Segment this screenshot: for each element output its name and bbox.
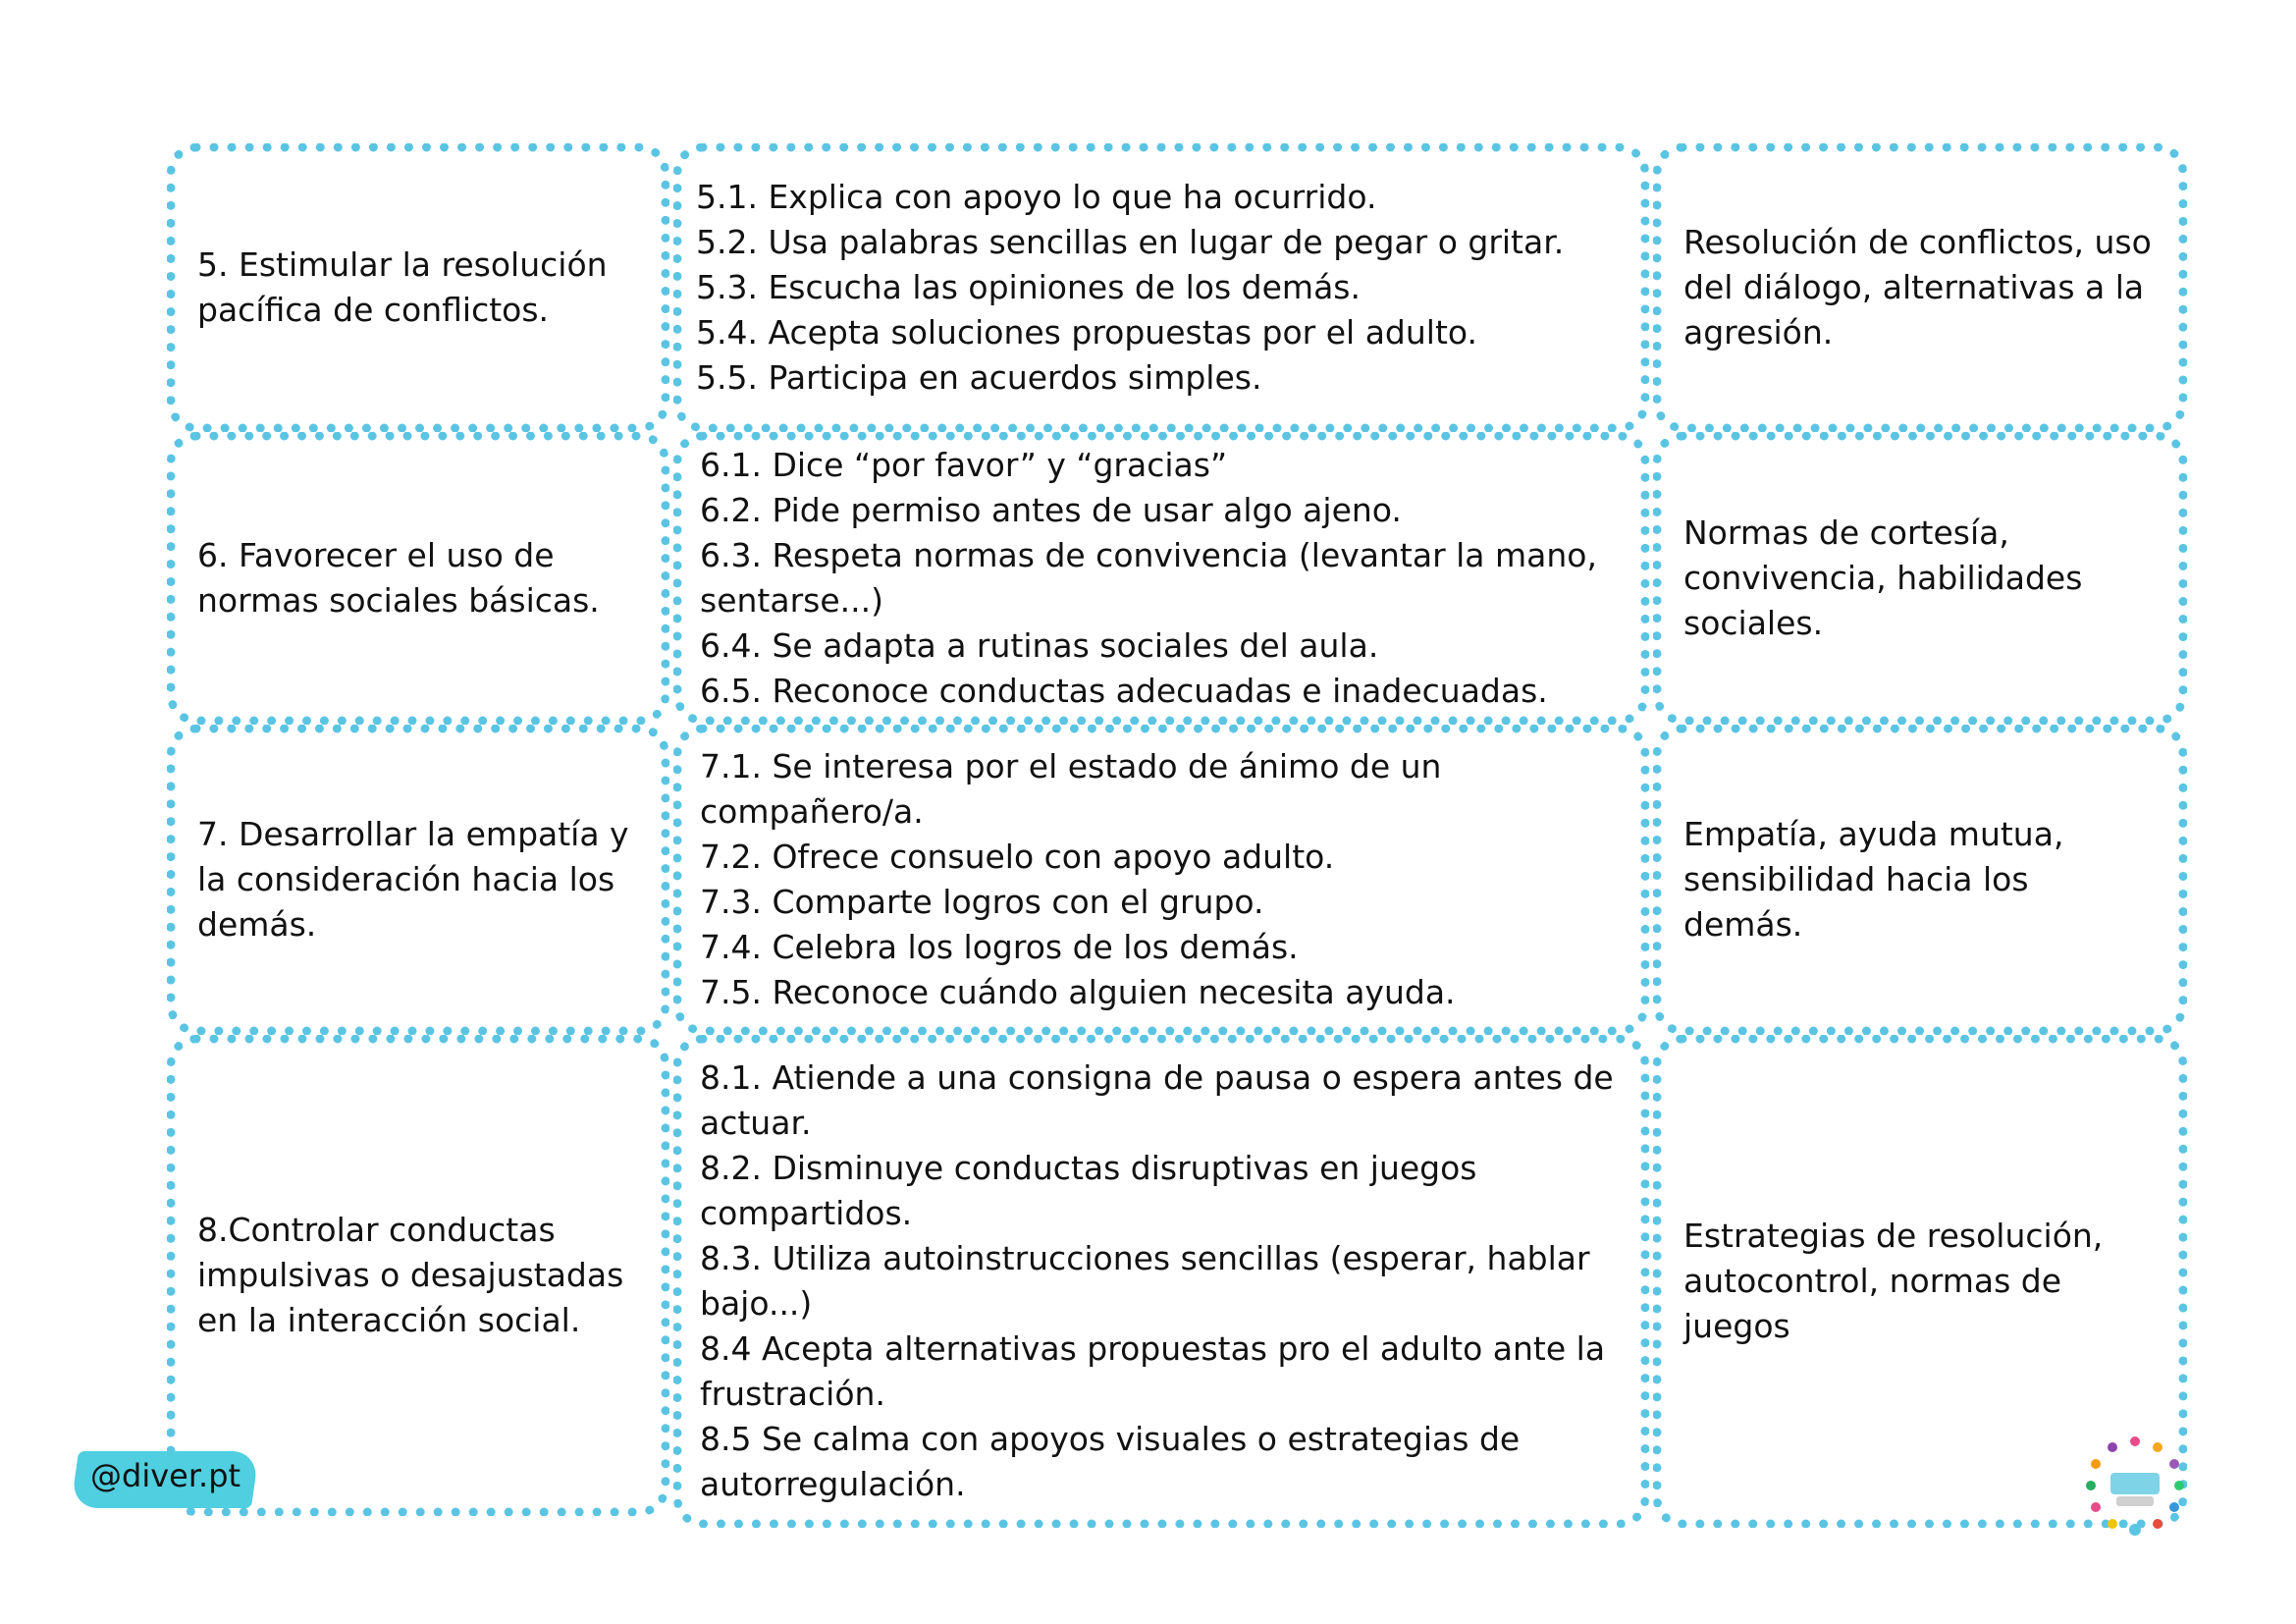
content-text: Empatía, ayuda mutua, sensibilidad hacia los demás. xyxy=(1683,815,2064,944)
objective-cell-5 xyxy=(167,143,669,432)
objective-cell-8 xyxy=(167,1035,669,1516)
criteria-cell-6 xyxy=(673,432,1649,725)
criterion: 6.1. Dice “por favor” y “gracias” xyxy=(700,446,1228,484)
objective-text: 7. Desarrollar la empatía y la consideración hacia los demás. xyxy=(197,815,629,944)
criterion: 8.3. Utiliza autoinstrucciones sencillas (esperar, hablar bajo...) xyxy=(700,1239,1590,1323)
criterion: 7.5. Reconoce cuándo alguien necesita ayuda. xyxy=(700,973,1456,1011)
objective-cell-6 xyxy=(167,432,669,725)
content-cell-5 xyxy=(1653,143,2187,432)
criterion: 5.1. Explica con apoyo lo que ha ocurrido. xyxy=(696,178,1377,216)
criterion: 7.3. Comparte logros con el grupo. xyxy=(700,883,1264,921)
criterion: 5.5. Participa en acuerdos simples. xyxy=(696,358,1262,397)
objective-text: 5. Estimular la resolución pacífica de conflictos. xyxy=(197,245,608,329)
criteria-cell-8 xyxy=(673,1035,1649,1528)
criterion: 6.3. Respeta normas de convivencia (levantar la mano, sentarse...) xyxy=(700,536,1597,620)
criteria-cell-7 xyxy=(673,725,1649,1035)
criterion: 8.2. Disminuye conductas disruptivas en juegos compartidos. xyxy=(700,1149,1477,1232)
criterion: 5.2. Usa palabras sencillas en lugar de pegar o gritar. xyxy=(696,223,1565,261)
criterion: 7.1. Se interesa por el estado de ánimo de un compañero/a. xyxy=(700,747,1442,831)
content-cell-6 xyxy=(1653,432,2187,725)
criteria-cell-5 xyxy=(673,143,1649,432)
content-text: Resolución de conflictos, uso del diálogo, alternativas a la agresión. xyxy=(1683,223,2152,352)
objective-cell-7 xyxy=(167,725,669,1035)
criterion: 6.4. Se adapta a rutinas sociales del aula. xyxy=(700,626,1379,665)
criterion: 7.4. Celebra los logros de los demás. xyxy=(700,928,1299,966)
criterion: 6.5. Reconoce conductas adecuadas e inadecuadas. xyxy=(700,672,1548,710)
criterion: 8.1. Atiende a una consigna de pausa o espera antes de actuar. xyxy=(700,1058,1614,1142)
brand-handle: @diver.pt xyxy=(90,1457,241,1494)
criterion: 8.5 Se calma con apoyos visuales o estrategias de autorregulación. xyxy=(700,1420,1521,1503)
content-cell-7 xyxy=(1653,725,2187,1035)
content-text: Estrategias de resolución, autocontrol, normas de juegos xyxy=(1683,1217,2104,1345)
objective-text: 8.Controlar conductas impulsivas o desajustadas en la interacción social. xyxy=(197,1211,624,1339)
logo-icon xyxy=(2081,1432,2189,1540)
criterion: 6.2. Pide permiso antes de usar algo ajeno. xyxy=(700,491,1402,529)
criterion: 5.4. Acepta soluciones propuestas por el adulto. xyxy=(696,313,1477,352)
criterion: 7.2. Ofrece consuelo con apoyo adulto. xyxy=(700,838,1335,876)
criterion: 8.4 Acepta alternativas propuestas pro el adulto ante la frustración. xyxy=(700,1329,1606,1413)
criterion: 5.3. Escucha las opiniones de los demás. xyxy=(696,268,1361,306)
objective-text: 6. Favorecer el uso de normas sociales básicas. xyxy=(197,536,600,620)
content-text: Normas de cortesía, convivencia, habilidades sociales. xyxy=(1683,514,2083,642)
